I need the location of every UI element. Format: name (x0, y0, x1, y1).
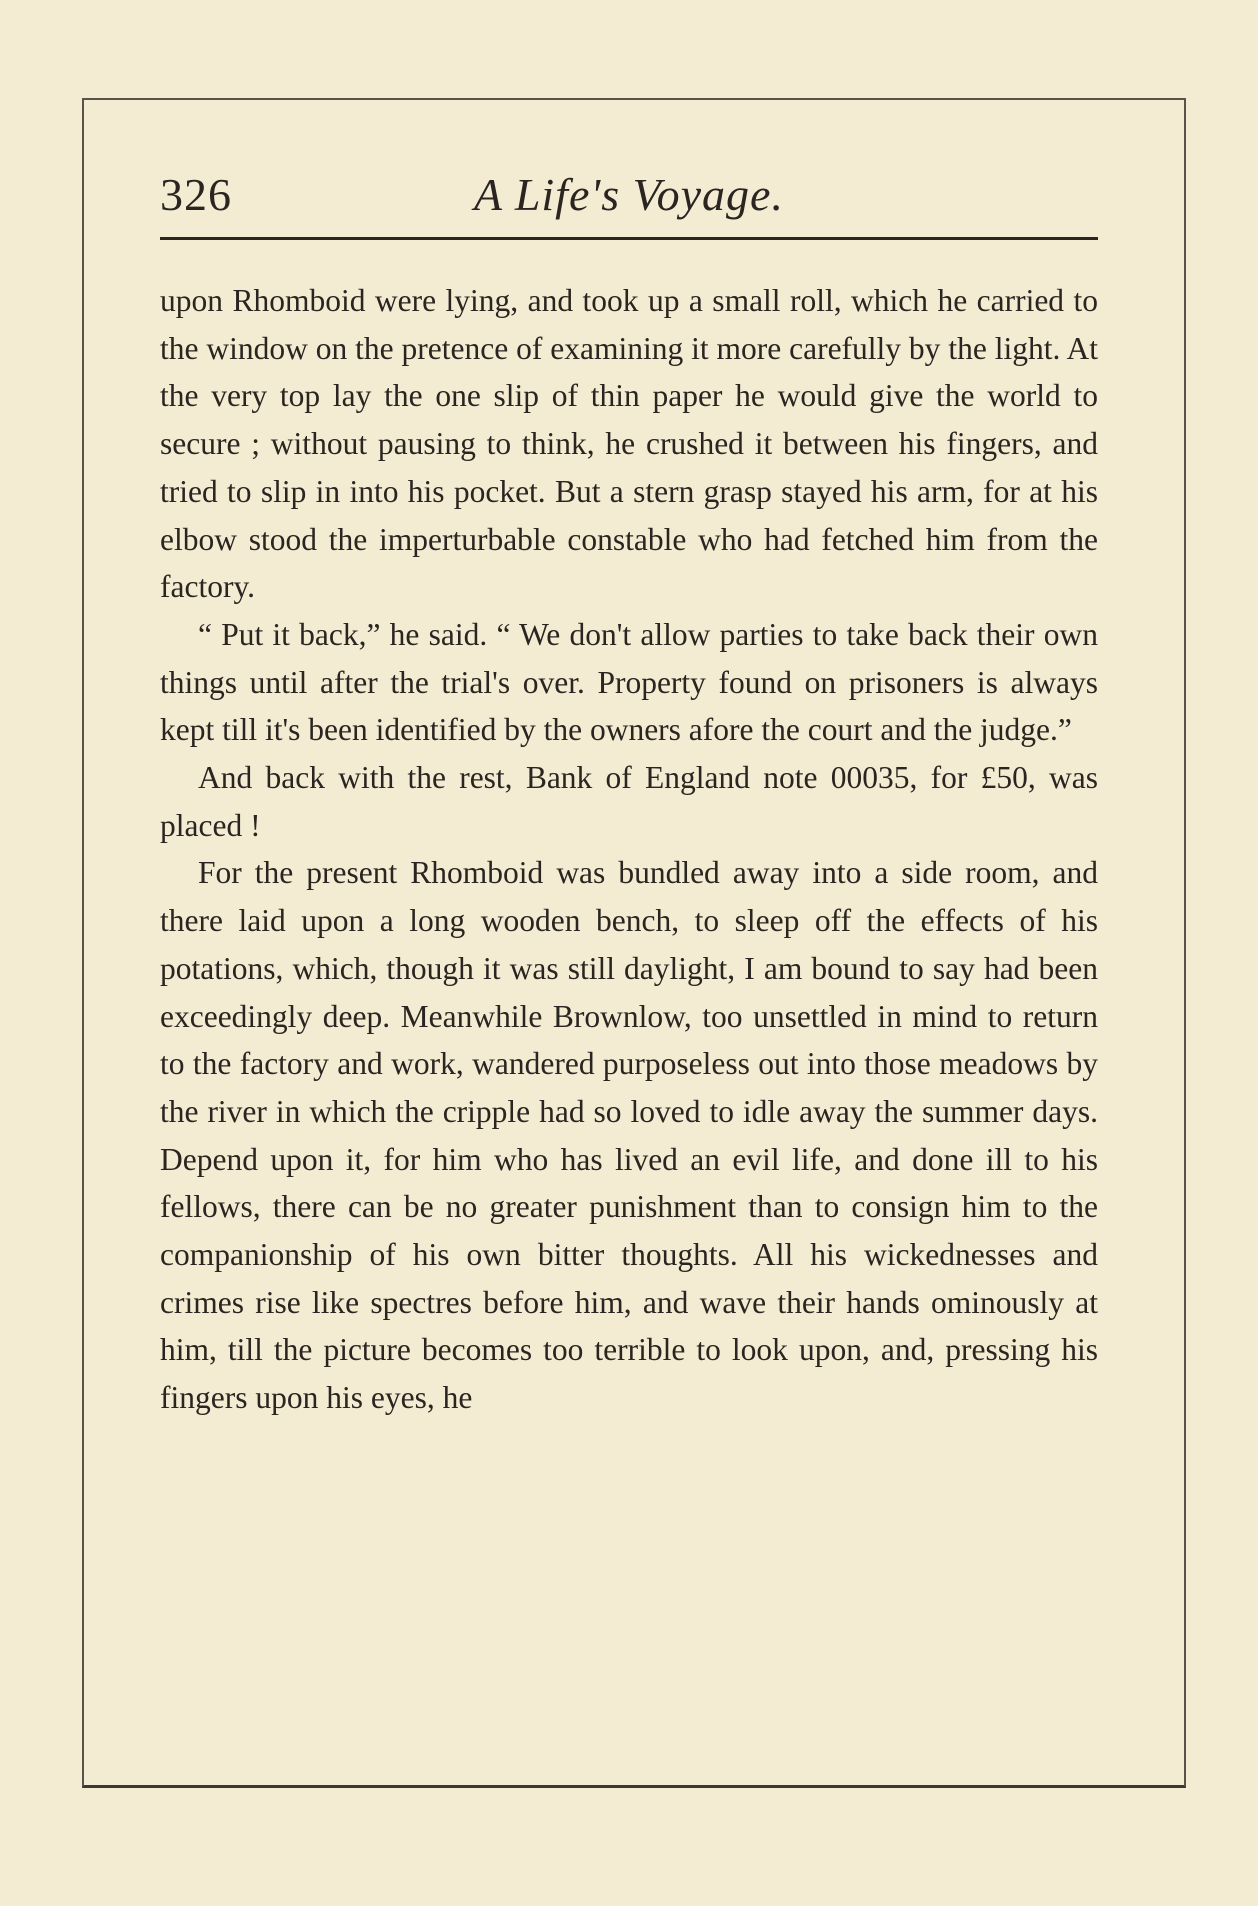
paragraph: And back with the rest, Bank of England note 00035, for £50, was placed ! (160, 760, 1098, 843)
page-header (160, 168, 1098, 228)
body-text (160, 277, 1098, 1422)
paragraph: “ Put it back,” he said. “ We don't allow parties to take back their own things until after the trial's over. Property found on prisoners is always kept till it's been identified by the owners afore the court and the judge.” (160, 616, 1098, 748)
paragraph: For the present Rhomboid was bundled away into a side room, and there laid upon a long wooden bench, to sleep off the effects of his potations, which, though it was still daylight, I am bound to say had been exceedingly deep. Meanwhile Brownlow, too unsettled in mind to return to the factory and work, wandered purposeless out into those meadows by the river in which the cripple had so loved to idle away the summer days. Depend upon it, for him who has lived an evil life, and done ill to his fellows, there can be no greater punishment than to consign him to the companionship of his own bitter thoughts. All his wickednesses and crimes rise like spectres before him, and wave their hands ominously at him, till the picture becomes too terrible to look upon, and, pressing his fingers upon his eyes, he (160, 855, 1098, 1416)
header-rule (160, 237, 1098, 240)
running-title: A Life's Voyage. (474, 169, 784, 220)
paragraph: upon Rhomboid were lying, and took up a small roll, which he carried to the window on the pretence of examining it more carefully by the light. At the very top lay the one slip of thin paper he would give the world to secure ; without pausing to think, he crushed it between his fingers, and tried to slip in into his pocket. But a stern grasp stayed his arm, for at his elbow stood the imperturbable constable who had fetched him from the factory. (160, 283, 1098, 605)
page-number: 326 (160, 169, 232, 220)
